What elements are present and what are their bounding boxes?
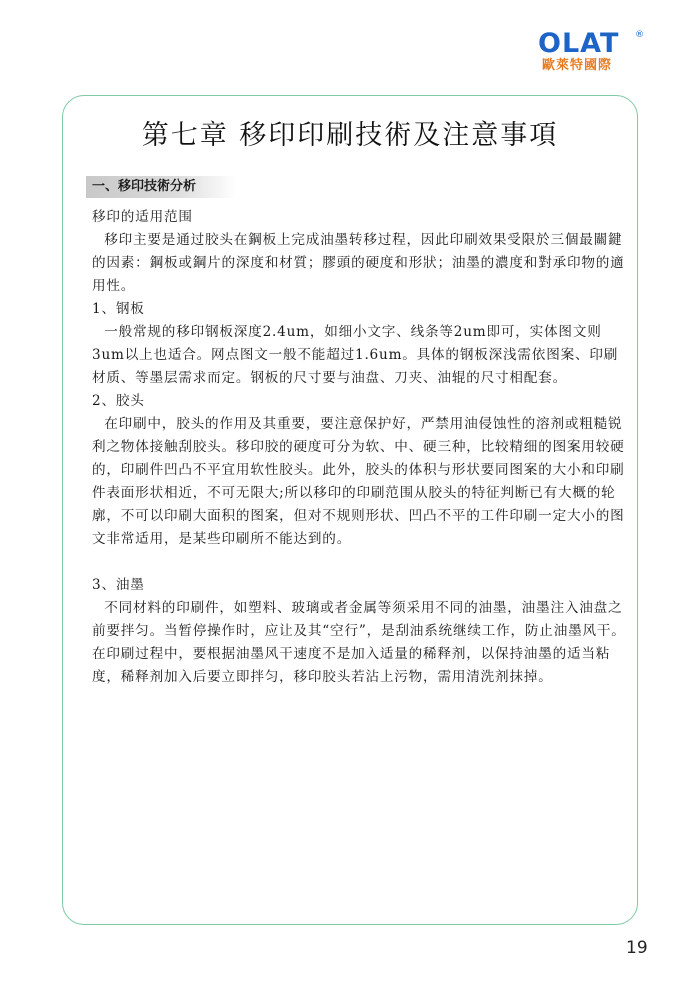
olat-logo (538, 30, 650, 80)
plate-heading: 1、钢板 (92, 301, 145, 317)
plate-paragraph: 一般常规的移印钢板深度2.4um，如细小文字、线条等2um即可，实体图文则3um以上也适合。网点图文一般不能超过1.6um。具体的钢板深浅需依图案、印刷材质、等墨层需求而定。钢板的尺寸要与油盘、刀夹、油辊的尺寸相配套。 (92, 324, 619, 386)
scope-paragraph: 移印主要是通过胶头在鋼板上完成油墨转移过程，因此印刷效果受限於三個最關鍵的因素：鋼板或鋼片的深度和材質；膠頭的硬度和形狀；油墨的濃度和對承印物的適用性。 (92, 232, 625, 294)
logo-wordmark: OLAT (538, 28, 620, 59)
ink-heading: 3、油墨 (92, 577, 145, 593)
body-text (92, 206, 632, 689)
section-heading: 一、移印技術分析 (86, 176, 236, 198)
ink-paragraph: 不同材料的印刷件，如塑料、玻璃或者金属等须采用不同的油墨，油墨注入油盘之前要拌匀。当暂停操作时，应让及其“空行”，是刮油系统继续工作，防止油墨风干。在印刷过程中，要根据油墨风干速度不是加入适量的稀释剂，以保持油墨的适当粘度，稀释剂加入后要立即拌匀，移印胶头若沾上污物，需用清洗剂抹掉。 (92, 600, 626, 685)
chapter-title: 第七章 移印印刷技術及注意事項 (141, 120, 559, 151)
registered-mark: ® (635, 30, 644, 40)
pad-heading: 2、胶头 (92, 393, 145, 409)
pad-paragraph: 在印刷中，胶头的作用及其重要，要注意保护好，严禁用油侵蚀性的溶剂或粗糙锐利之物体接触刮胶头。移印胶的硬度可分为软、中、硬三种，比较精细的图案用较硬的，印刷件凹凸不平宜用软性胶头。此外，胶头的体积与形状要同图案的大小和印刷件表面形状相近，不可无限大;所以移印的印刷范围从胶头的特征判断已有大概的轮廓，不可以印刷大面积的图案，但对不规则形状、凹凸不平的工件印刷一定大小的图文非常适用，是某些印刷所不能达到的。 (92, 416, 625, 547)
scope-heading: 移印的适用范围 (92, 209, 193, 225)
page-number: 19 (626, 938, 648, 958)
logo-subtitle: 歐萊特國際 (542, 58, 613, 73)
